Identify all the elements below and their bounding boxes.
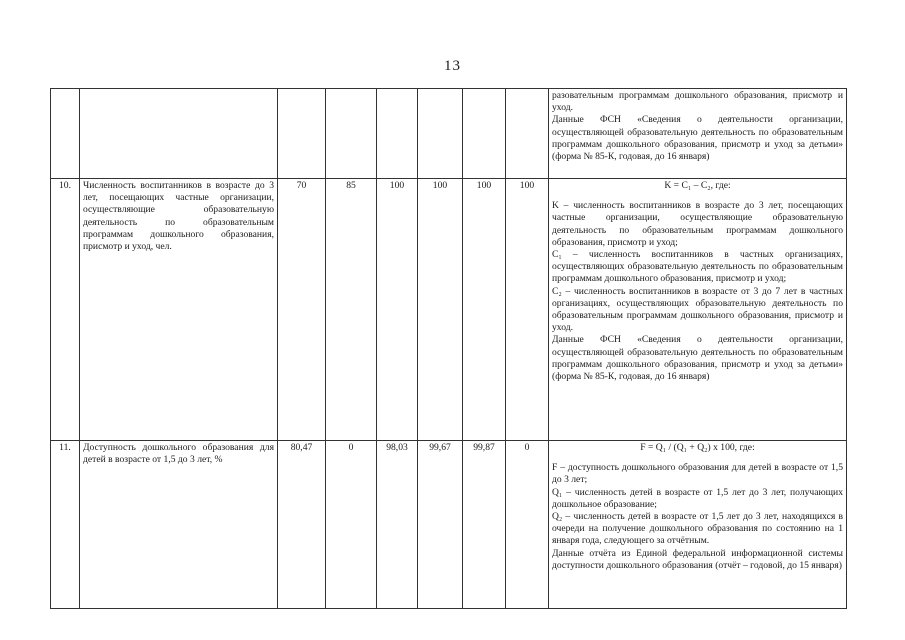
table-row xyxy=(51,441,847,609)
value-cell: 80,47 xyxy=(278,441,326,609)
page-number: 13 xyxy=(444,58,461,74)
method-paragraph: C₂ – численность воспитанников в возрасте от 3 до 7 лет в частных организациях, осуществляющих образовательную деятельность по образовательным программам дошкольного образования, присмотр и уход. xyxy=(552,285,843,334)
value-cell: 100 xyxy=(506,179,549,441)
value-cell: 0 xyxy=(506,441,549,609)
value-cell: 100 xyxy=(418,179,463,441)
method-paragraph: разовательным программам дошкольного образования, присмотр и уход. xyxy=(552,90,843,114)
method-paragraph: Данные отчёта из Единой федеральной информационной системы доступности дошкольного образования (отчёт – годовой, до 15 января) xyxy=(552,547,843,571)
value-cell: 100 xyxy=(377,179,418,441)
method-cell xyxy=(549,179,847,441)
method-paragraph: C₁ – численность воспитанников в частных организациях, осуществляющих образовательную деятельность по образовательным программам дошкольного образования, присмотр и уход; xyxy=(552,249,843,285)
value-cell: 99,67 xyxy=(418,441,463,609)
row-number: 11. xyxy=(51,441,80,609)
method-paragraph: Q₂ – численность детей в возрасте от 1,5 лет до 3 лет, находящихся в очереди на получение дошкольного образования по состоянию на 1 января года, следующего за отчётным. xyxy=(552,511,843,547)
method-paragraph: F – доступность дошкольного образования для детей в возрасте от 1,5 до 3 лет; xyxy=(552,462,843,486)
method-paragraph: Данные ФСН «Сведения о деятельности организации, осуществляющей образовательную деятельность по образовательным программам дошкольного образования, присмотр и уход за детьми» (форма № 85-К, годовая, до 16 января) xyxy=(552,114,843,163)
indicator-name: Доступность дошкольного образования для детей в возрасте от 1,5 до 3 лет, % xyxy=(80,441,278,609)
value-cell xyxy=(326,89,377,179)
table-row xyxy=(51,179,847,441)
value-cell: 85 xyxy=(326,179,377,441)
method-paragraph: K – численность воспитанников в возрасте до 3 лет, посещающих частные организации, осуществляющие образовательную деятельность по образовательным программам дошкольного образования, присмотр и уход; xyxy=(552,200,843,248)
value-cell xyxy=(463,89,506,179)
value-cell: 98,03 xyxy=(377,441,418,609)
value-cell xyxy=(506,89,549,179)
table-row xyxy=(51,89,847,179)
method-paragraph: Данные ФСН «Сведения о деятельности организации, осуществляющей образовательную деятельность по образовательным программам дошкольного образования, присмотр и уход за детьми» (форма № 85-К, годовая, до 16 января) xyxy=(552,334,843,383)
value-cell: 100 xyxy=(463,179,506,441)
indicator-name: Численность воспитанников в возрасте до 3 лет, посещающих частные организации, осуществляющие образовательную деятельность по образовательным программам дошкольного образования, присмотр и уход, чел. xyxy=(80,179,278,441)
formula: F = Q₁ / (Q₁ + Q₂) x 100, где: xyxy=(640,442,755,453)
value-cell xyxy=(418,89,463,179)
indicators-table xyxy=(50,88,847,609)
formula: K = C₁ – C₂, где: xyxy=(664,180,731,191)
value-cell: 70 xyxy=(278,179,326,441)
value-cell xyxy=(278,89,326,179)
method-paragraph: Q₁ – численность детей в возрасте от 1,5 лет до 3 лет, получающих дошкольное образование; xyxy=(552,486,843,510)
value-cell: 99,87 xyxy=(463,441,506,609)
value-cell xyxy=(377,89,418,179)
row-number xyxy=(51,89,80,179)
indicator-name xyxy=(80,89,278,179)
row-number: 10. xyxy=(51,179,80,441)
method-cell xyxy=(549,441,847,609)
value-cell: 0 xyxy=(326,441,377,609)
method-cell xyxy=(549,89,847,179)
